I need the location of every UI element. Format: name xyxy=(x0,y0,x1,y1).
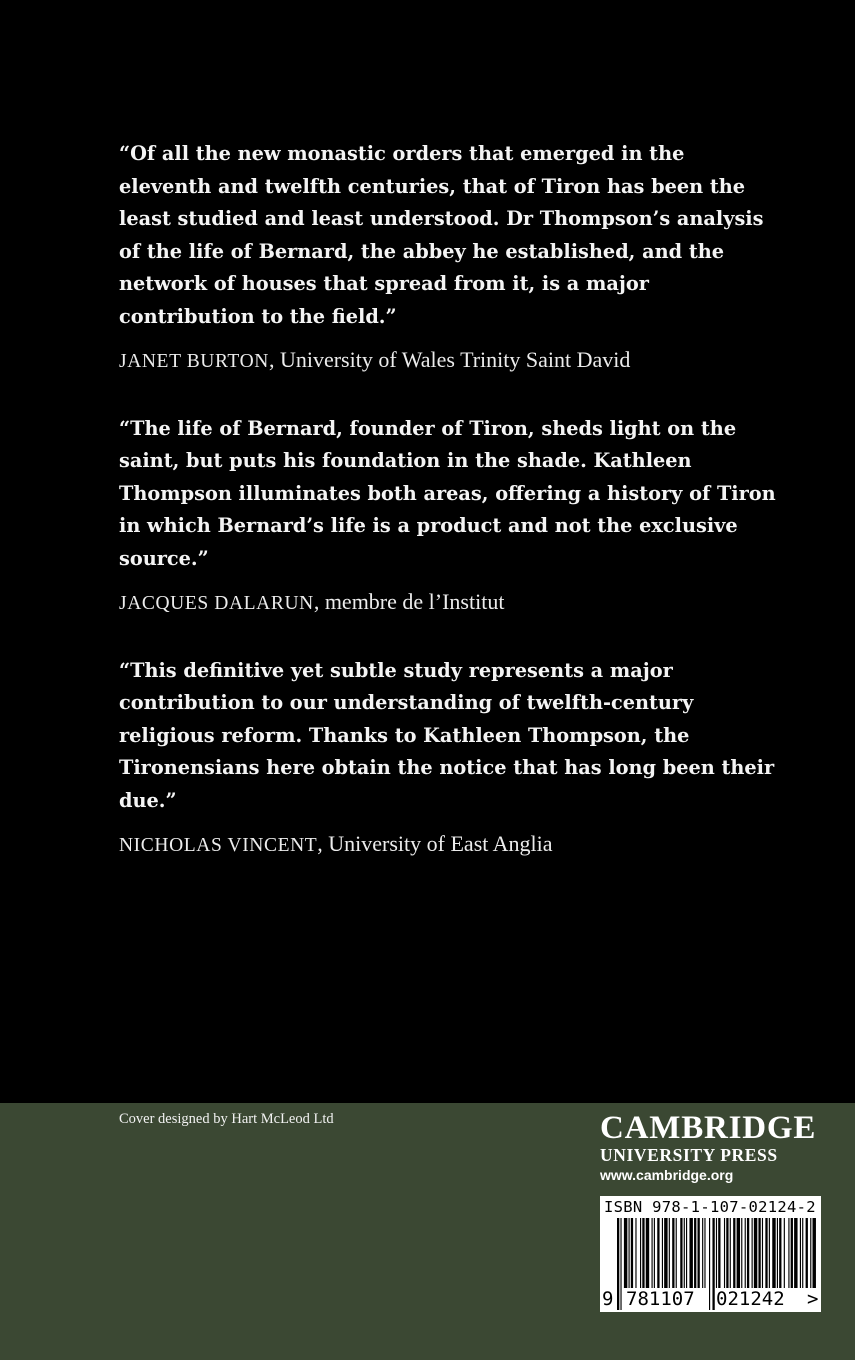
barcode-bar xyxy=(669,1218,670,1288)
barcode-bar xyxy=(694,1218,696,1288)
quote-author: NICHOLAS VINCENT xyxy=(119,834,318,856)
barcode-digits xyxy=(602,1288,820,1310)
quote-affiliation: , University of Wales Trinity Saint David xyxy=(268,346,631,372)
barcode-bar xyxy=(624,1218,627,1288)
barcode-bar xyxy=(794,1218,797,1288)
barcode-bar xyxy=(657,1218,659,1288)
barcode-digit-lead: 9 xyxy=(602,1288,614,1310)
barcode-bar xyxy=(642,1218,644,1288)
publisher-logo xyxy=(600,1111,822,1185)
quote-author: JACQUES DALARUN xyxy=(119,592,314,614)
barcode-digits-right: 021242 xyxy=(716,1288,785,1310)
quote-attribution xyxy=(119,346,779,376)
barcode-bar xyxy=(676,1218,677,1288)
barcode-bar xyxy=(754,1218,757,1288)
barcode-bar xyxy=(680,1218,682,1288)
publisher-subtitle: UNIVERSITY PRESS xyxy=(600,1145,778,1165)
quote-author: JANET BURTON xyxy=(119,350,269,372)
barcode-bar xyxy=(772,1218,775,1288)
barcode-bar xyxy=(733,1218,735,1288)
barcode-digit-end: > xyxy=(807,1288,819,1310)
quote-text: “This definitive yet subtle study represents a major contribution to our understanding of twelfth-century religious reform. Thanks to Kathleen Thompson, the Tironensians here obtain the notice that has long been their due.” xyxy=(119,658,775,812)
barcode-bar xyxy=(769,1218,770,1288)
barcode-bar xyxy=(702,1218,703,1288)
quote-text: “The life of Bernard, founder of Tiron, sheds light on the saint, but puts his foundation in the shade. Kathleen Thompson illuminates both areas, offering a history of Tiron in which Bernard’s life is a product and not the exclusive source.” xyxy=(119,416,776,570)
barcode-bar xyxy=(672,1218,674,1288)
barcode-bar xyxy=(777,1218,778,1288)
barcode-bar xyxy=(716,1218,717,1288)
barcode-bar xyxy=(741,1218,742,1288)
publisher-url: www.cambridge.org xyxy=(600,1167,734,1183)
quote-affiliation: , University of East Anglia xyxy=(317,830,553,856)
barcode-bar xyxy=(762,1218,763,1288)
barcode-bar xyxy=(646,1218,649,1288)
barcode-bar xyxy=(765,1218,767,1288)
endorsement-3 xyxy=(119,655,779,860)
quote-attribution xyxy=(119,588,779,618)
barcode-bar xyxy=(745,1218,746,1288)
barcode-bar xyxy=(788,1218,789,1288)
barcode-bar xyxy=(784,1218,785,1288)
barcode-bar xyxy=(730,1218,731,1288)
publisher-name: CAMBRIDGE xyxy=(600,1110,817,1146)
isbn-label: ISBN 978-1-107-02124-2 xyxy=(604,1198,816,1216)
cover-credit: Cover designed by Hart McLeod Ltd xyxy=(119,1111,334,1127)
barcode-bar xyxy=(802,1218,803,1288)
isbn-barcode xyxy=(600,1196,821,1312)
barcode-bar xyxy=(752,1218,753,1288)
barcode-bar xyxy=(724,1218,725,1288)
barcode-bar xyxy=(791,1218,793,1288)
barcode-bar xyxy=(640,1218,641,1288)
barcode-bar xyxy=(664,1218,667,1288)
endorsement-1 xyxy=(119,138,779,376)
barcode-bar xyxy=(635,1218,636,1288)
quote-attribution xyxy=(119,830,779,860)
barcode-bar xyxy=(652,1218,653,1288)
footer-band xyxy=(0,1103,855,1360)
barcode-bar xyxy=(631,1218,633,1288)
barcode-bar xyxy=(684,1218,685,1288)
barcode-bar xyxy=(662,1218,663,1288)
barcode-bar xyxy=(737,1218,740,1288)
barcode-bar xyxy=(758,1218,760,1288)
endorsement-2 xyxy=(119,413,779,618)
barcode-digits-left: 781107 xyxy=(626,1288,695,1310)
barcode-bar xyxy=(704,1218,705,1288)
quote-text: “Of all the new monastic orders that emerged in the eleventh and twelfth centuries, that of Tiron has been the least studied and least understood. Dr Thompson’s analysis of the life of Bernard, the abbey he established, and the network of houses that spread from it, is a major contribution to the field.” xyxy=(119,142,764,328)
quote-affiliation: , membre de l’Institut xyxy=(313,588,505,614)
barcode-bar xyxy=(698,1218,700,1288)
barcode-bar xyxy=(726,1218,728,1288)
barcode-bar xyxy=(686,1218,687,1288)
barcode-bar xyxy=(806,1218,808,1288)
barcode-bar xyxy=(779,1218,781,1288)
endorsements xyxy=(119,138,779,860)
barcode-bar xyxy=(800,1218,801,1288)
barcode-bar xyxy=(689,1218,692,1288)
barcode-bar xyxy=(654,1218,655,1288)
barcode-bar xyxy=(747,1218,749,1288)
barcode-bar xyxy=(718,1218,720,1288)
barcode-bar xyxy=(629,1218,630,1288)
